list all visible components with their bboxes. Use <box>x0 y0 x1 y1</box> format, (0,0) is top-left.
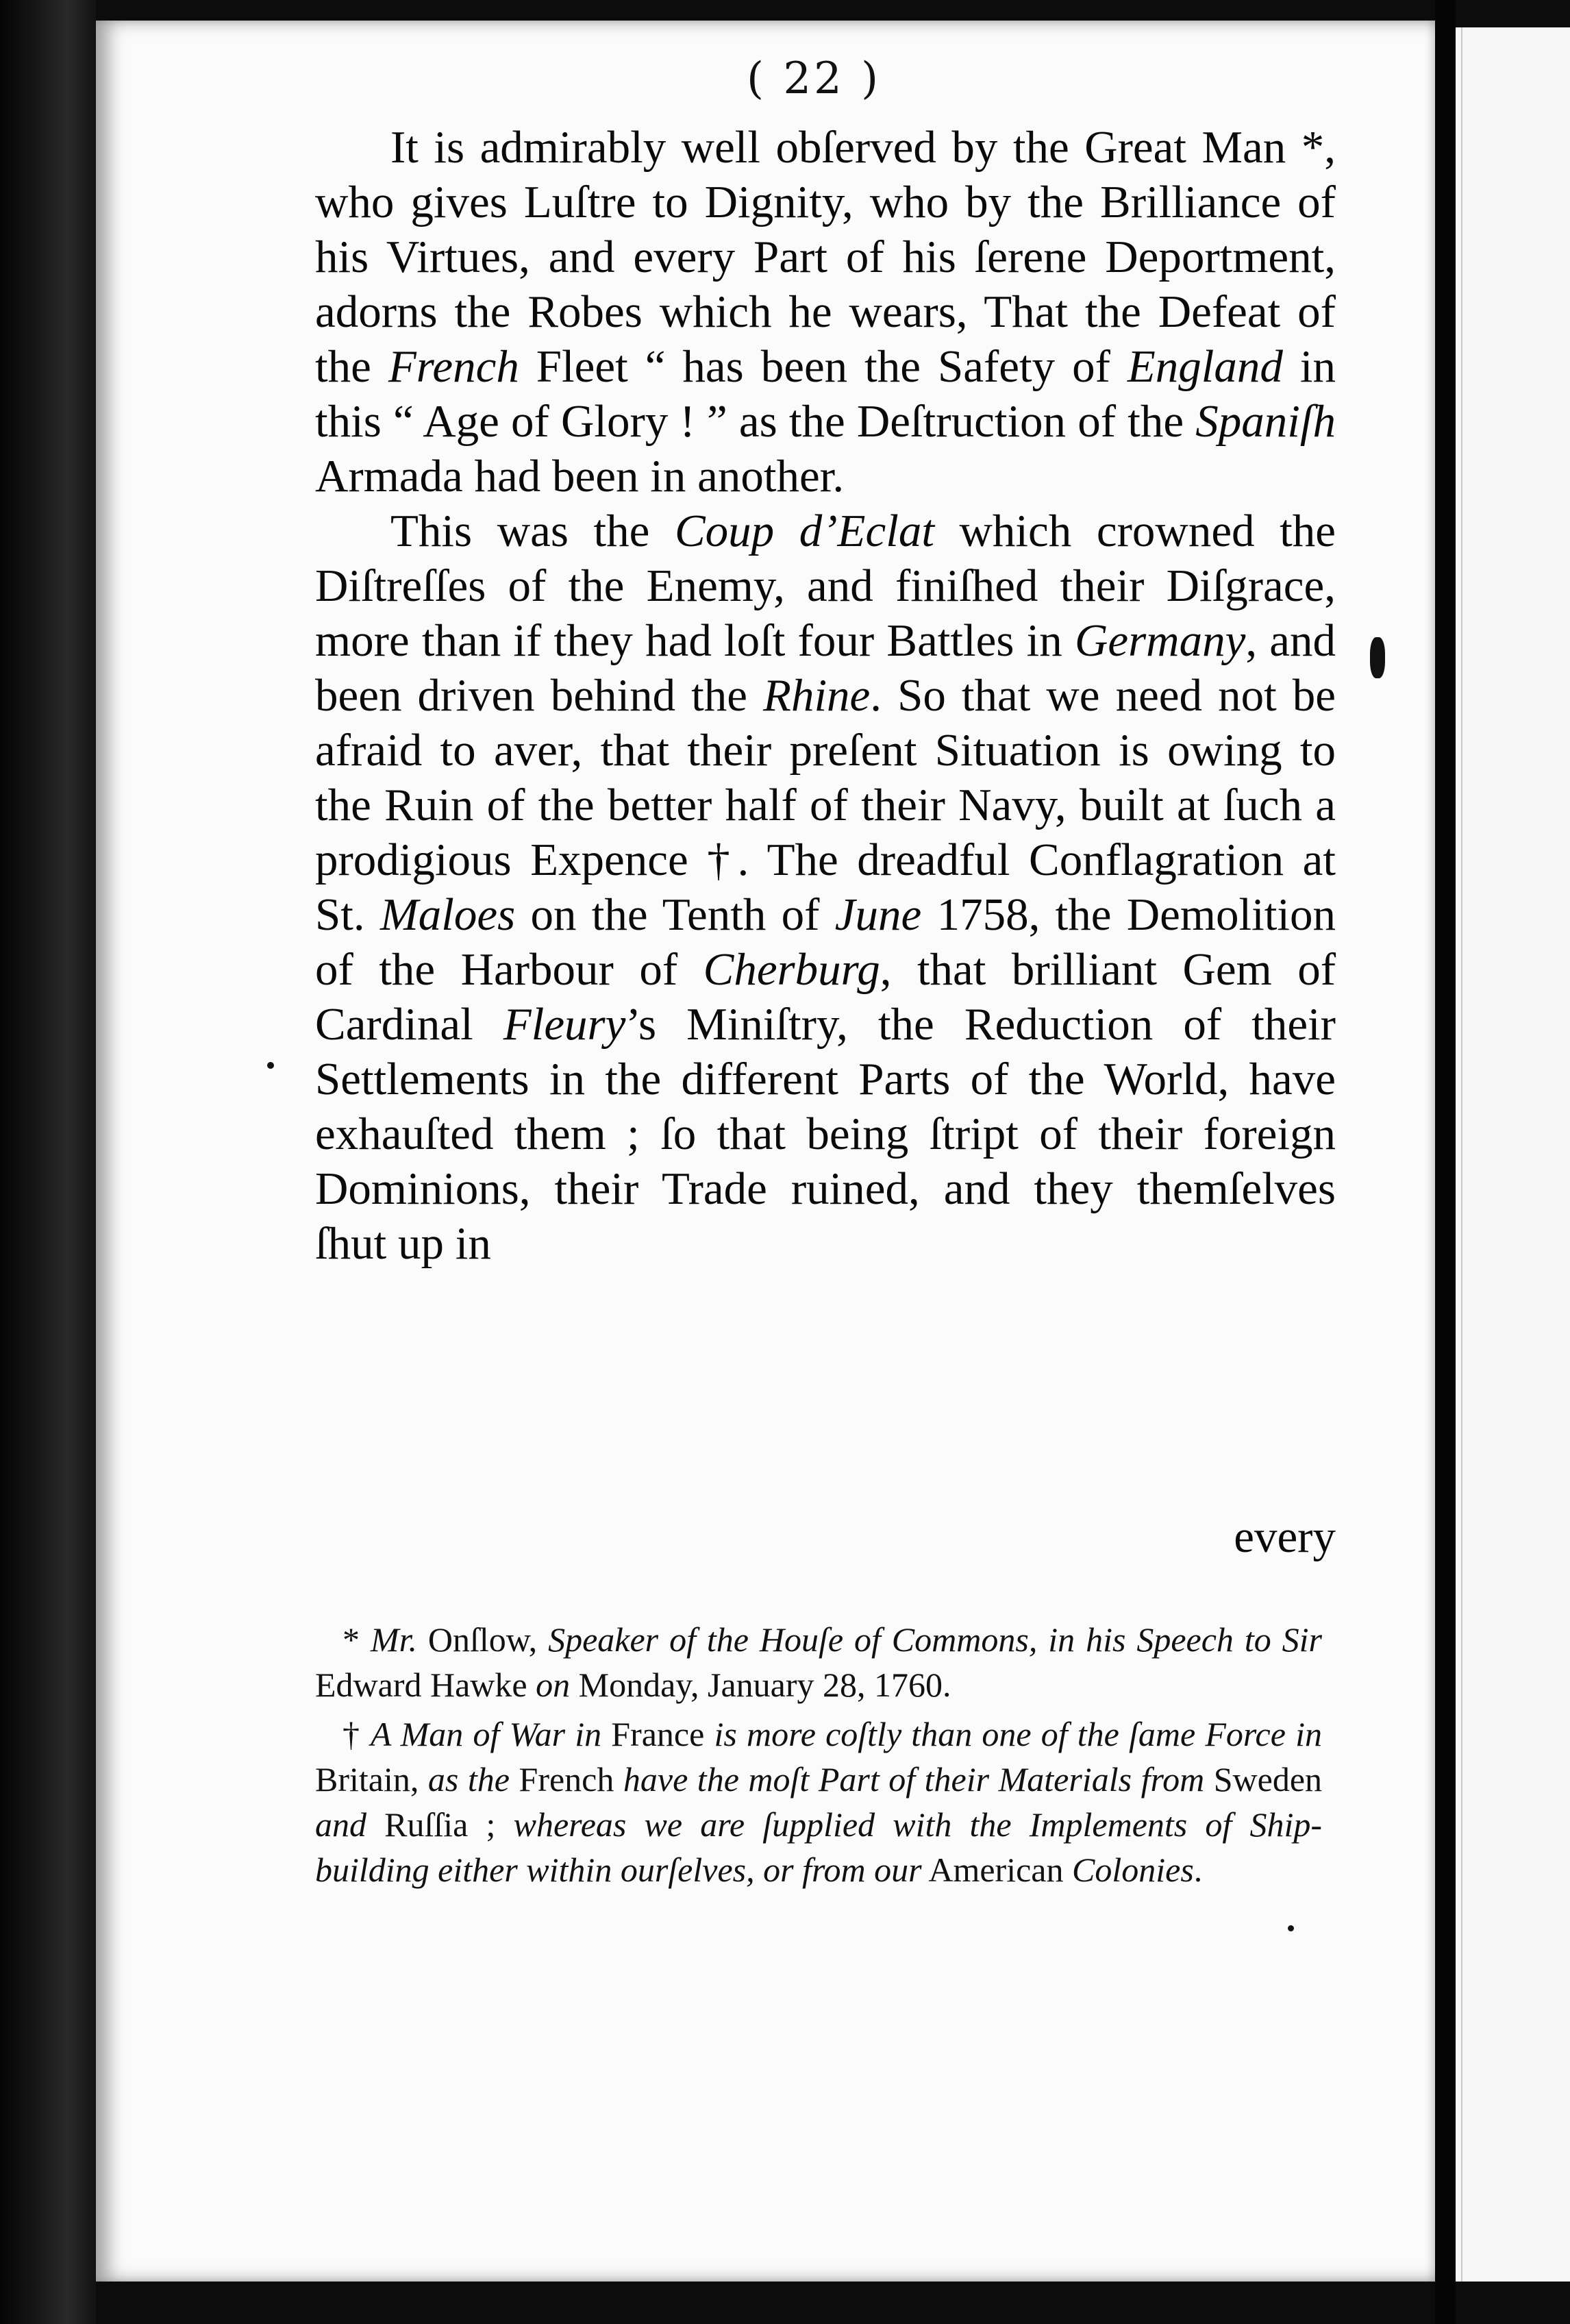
footnote-text-run: A Man of War in <box>370 1715 602 1753</box>
paragraph-text-run: Armada had been in another. <box>315 451 845 502</box>
page-number: ( 22 ) <box>747 53 882 104</box>
footnote-text-run: Onſlow, <box>417 1620 549 1659</box>
footnote-text-run: Monday, January 28, 1760. <box>570 1666 951 1704</box>
page-fold-line <box>1461 27 1462 2282</box>
paragraph-text-run: June <box>834 889 922 940</box>
footnote-text-run: † <box>342 1715 371 1753</box>
footnote-text-run: Colonies <box>1072 1851 1194 1889</box>
book-page <box>96 21 1435 2282</box>
paragraph-text-run: Coup d’Eclat <box>674 506 934 556</box>
page-gutter <box>1435 0 1456 2324</box>
footnotes <box>315 1617 1322 1896</box>
paragraph-text-run: . So that we need not be afraid to aver, that their preſent Situation is owing to the Ruin of the better half of their Navy, built at ſuch a prodigious Expence †. The dreadful Conflagration at St. <box>315 670 1336 940</box>
footnote-text-run: have the moſt Part of their Materials from <box>623 1760 1205 1798</box>
paragraph-text-run: Spaniſh <box>1195 396 1336 447</box>
paragraph-text-run: in this “ Age of Glory ! ” as the Deſtruction of the <box>315 341 1336 447</box>
paragraph-text-run: French <box>388 341 519 392</box>
footnote-text-run: on <box>536 1666 571 1704</box>
paragraph-text-run: , that brilliant Gem of Cardinal <box>315 944 1336 1050</box>
paragraph-text-run: ’s Miniſtry, the Reduction of their Settlements in the different Parts of the World, have exhauſted them ; ſo that being ſtript of their foreign Dominions, their Trade ruined, and they themſelves ſhut up in <box>315 999 1336 1269</box>
paragraph-text-run: This was the <box>390 506 675 556</box>
footnote-text-run: Mr. <box>370 1620 417 1659</box>
paragraph-text-run: 1758, the Demolition of the Harbour of <box>315 889 1336 995</box>
paragraph-text-run: , and been driven behind the <box>315 615 1336 721</box>
catchword: every <box>1234 1511 1336 1562</box>
footnote-text-run: * <box>342 1620 371 1659</box>
footnote-text-run: as the <box>427 1760 510 1798</box>
paragraph-text-run: which crowned the Diſtreſſes of the Enemy, and finiſhed their Diſgrace, more than if they had loſt four Battles in <box>315 506 1336 666</box>
footnote-text-run: Britain, <box>315 1760 428 1798</box>
footnote-text-run: . <box>1193 1851 1203 1889</box>
paragraph-text-run: England <box>1127 341 1283 392</box>
footnote-text-run: is more coſtly than one of the ſame Force in <box>714 1715 1322 1753</box>
footnote-text-run: Sweden <box>1204 1760 1323 1798</box>
footnote-text-run: Edward Hawke <box>315 1666 536 1704</box>
footnote-text-run: and <box>315 1805 366 1844</box>
paragraph-text-run: Germany <box>1074 615 1246 666</box>
book-binding-shadow <box>0 0 96 2324</box>
paragraph-2 <box>315 504 1336 1271</box>
paragraph-text-run: Fleury <box>503 999 626 1050</box>
footnote-text-run: Ruſſia ; <box>366 1805 514 1844</box>
body-text <box>315 120 1336 1271</box>
adjacent-page-edge <box>1456 27 1570 2282</box>
paragraph-text-run: Cherburg <box>703 944 880 995</box>
paragraph-text-run: Fleet “ has been the Safety of <box>519 341 1127 392</box>
ink-speck <box>267 1062 274 1069</box>
footnote-text-run: France <box>601 1715 714 1753</box>
footnote-text-run: Speaker of the Houſe of Commons, in his Speech to Sir <box>548 1620 1322 1659</box>
paragraph-text-run: on the Tenth of <box>515 889 835 940</box>
footnote-text-run: American <box>921 1851 1072 1889</box>
ink-speck <box>1288 1925 1294 1931</box>
footnote-2 <box>315 1711 1322 1892</box>
ink-speck <box>1370 637 1385 678</box>
paragraph-text-run: It is admirably well obſerved by the Great Man *, who gives Luſtre to Dignity, who by the Brilliance of his Virtues, and every Part of his ſerene Deportment, adorns the Robes which he wears, That the Defeat of the <box>315 122 1336 392</box>
paragraph-1 <box>315 120 1336 504</box>
footnote-text-run: French <box>509 1760 623 1798</box>
paragraph-text-run: Maloes <box>379 889 516 940</box>
footnote-text-run: whereas we are ſupplied with the Implements of Ship-building either within ourſelves, or from our <box>315 1805 1322 1889</box>
paragraph-text-run: Rhine <box>763 670 871 721</box>
footnote-1 <box>315 1617 1322 1707</box>
